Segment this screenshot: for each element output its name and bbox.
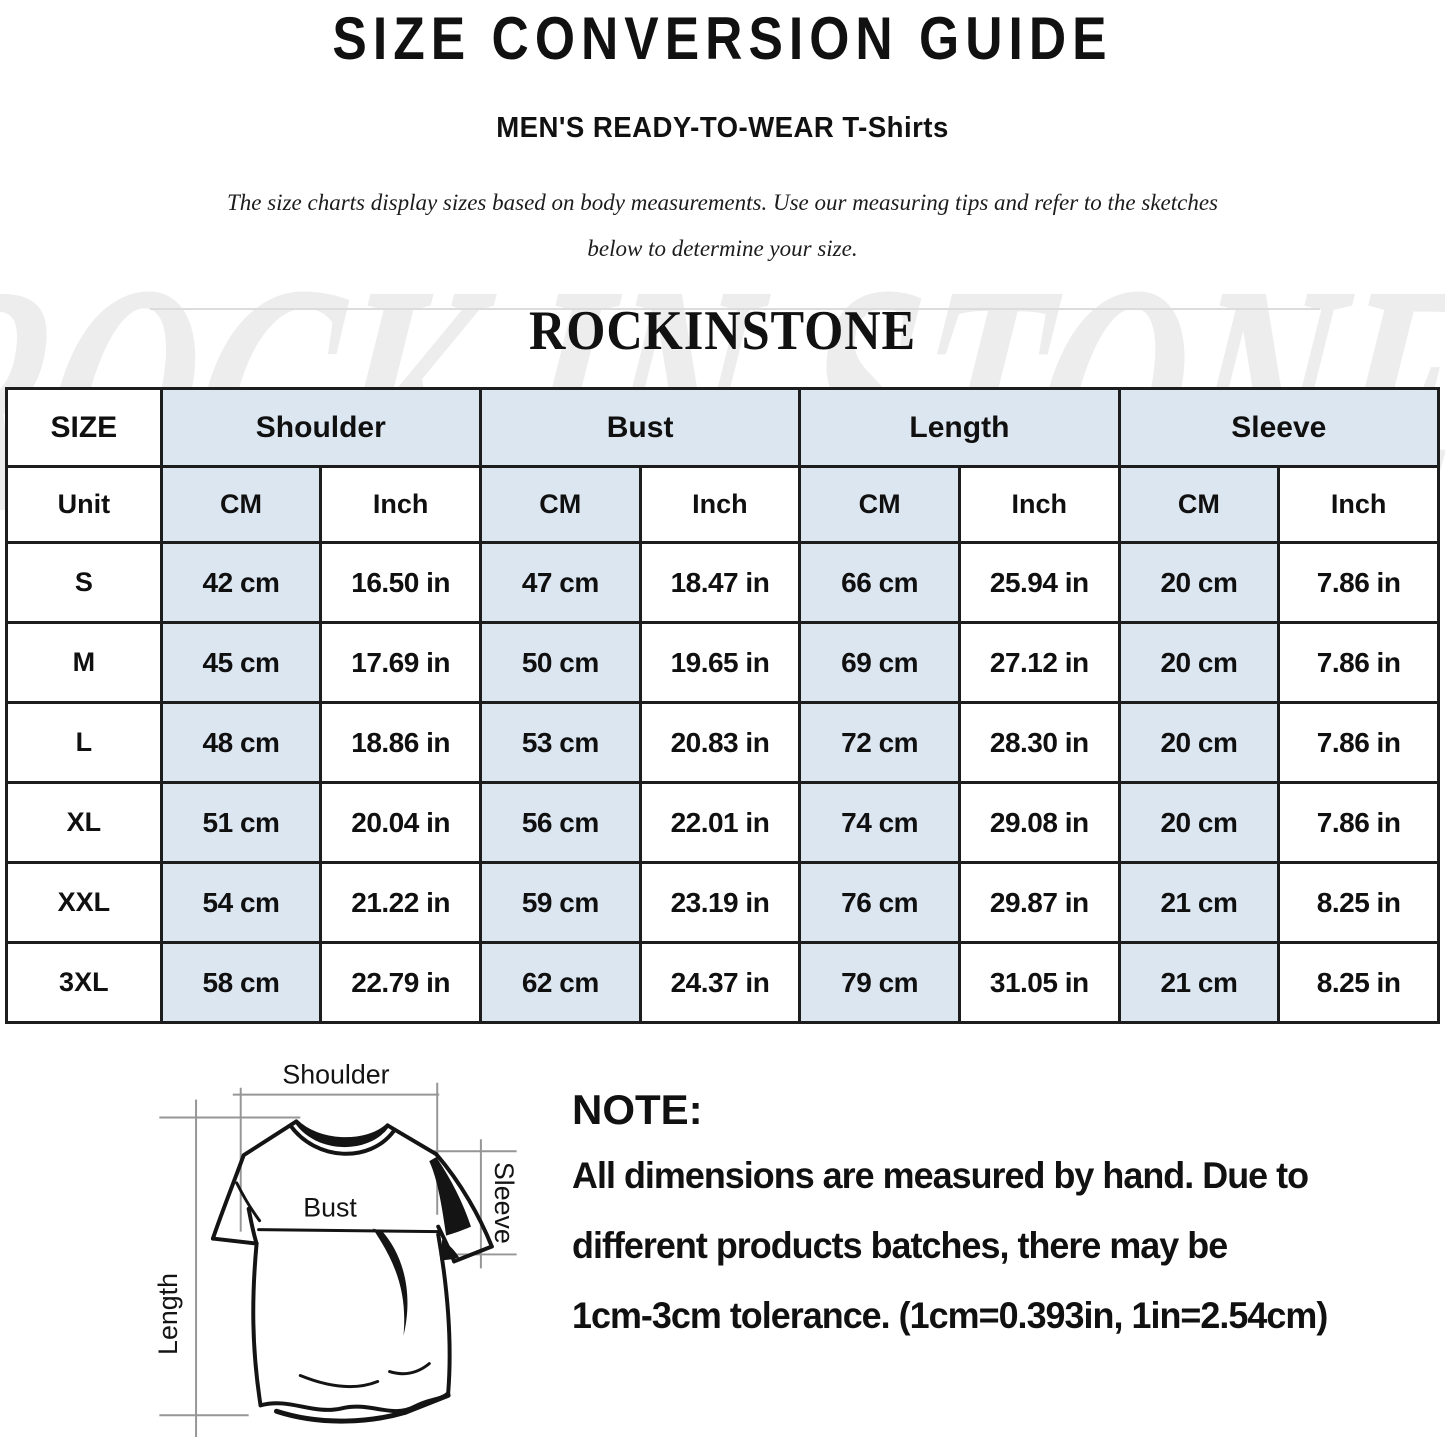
value-cell: 27.12 in (959, 623, 1119, 703)
value-cell: 21 cm (1119, 863, 1279, 943)
col-header-bust: Bust (480, 389, 799, 467)
unit-cell-cm: CM (480, 467, 640, 543)
unit-cell-inch: Inch (640, 467, 800, 543)
value-cell: 23.19 in (640, 863, 800, 943)
col-header-length: Length (800, 389, 1119, 467)
value-cell: 45 cm (161, 623, 321, 703)
col-header-sleeve: Sleeve (1119, 389, 1438, 467)
value-cell: 51 cm (161, 783, 321, 863)
note-heading: NOTE: (572, 1086, 703, 1133)
unit-cell-cm: CM (1119, 467, 1279, 543)
unit-cell-inch: Inch (959, 467, 1119, 543)
value-cell: 76 cm (800, 863, 960, 943)
diagram-shoulder-label: Shoulder (282, 1059, 390, 1090)
value-cell: 8.25 in (1279, 943, 1439, 1023)
value-cell: 62 cm (480, 943, 640, 1023)
table-row-s (7, 543, 1439, 623)
value-cell: 29.08 in (959, 783, 1119, 863)
value-cell: 22.79 in (321, 943, 481, 1023)
table-row-l (7, 703, 1439, 783)
value-cell: 20 cm (1119, 703, 1279, 783)
page-title: SIZE CONVERSION GUIDE (332, 5, 1113, 72)
value-cell: 24.37 in (640, 943, 800, 1023)
value-cell: 22.01 in (640, 783, 800, 863)
diagram-length-label: Length (153, 1273, 184, 1355)
value-cell: 20 cm (1119, 543, 1279, 623)
value-cell: 53 cm (480, 703, 640, 783)
value-cell: 47 cm (480, 543, 640, 623)
value-cell: 28.30 in (959, 703, 1119, 783)
table-row-m (7, 623, 1439, 703)
unit-cell-inch: Inch (321, 467, 481, 543)
value-cell: 59 cm (480, 863, 640, 943)
description-line-2: below to determine your size. (587, 236, 858, 261)
value-cell: 7.86 in (1279, 703, 1439, 783)
unit-cell-inch: Inch (1279, 467, 1439, 543)
col-header-size: SIZE (7, 389, 162, 467)
note-line-1: All dimensions are measured by hand. Due to (572, 1155, 1309, 1196)
unit-cell: Unit (7, 467, 162, 543)
note-line-3: 1cm-3cm tolerance. (1cm=0.393in, 1in=2.54cm) (572, 1295, 1328, 1336)
value-cell: 7.86 in (1279, 783, 1439, 863)
unit-cell-cm: CM (800, 467, 960, 543)
value-cell: 54 cm (161, 863, 321, 943)
value-cell: 56 cm (480, 783, 640, 863)
value-cell: 69 cm (800, 623, 960, 703)
value-cell: 7.86 in (1279, 623, 1439, 703)
value-cell: 8.25 in (1279, 863, 1439, 943)
note-line-2: different products batches, there may be (572, 1225, 1228, 1266)
value-cell: 20.83 in (640, 703, 800, 783)
value-cell: 42 cm (161, 543, 321, 623)
table-row-xxl (7, 863, 1439, 943)
value-cell: 20 cm (1119, 623, 1279, 703)
brand-name: ROCKINSTONE (528, 300, 917, 362)
value-cell: 21 cm (1119, 943, 1279, 1023)
value-cell: 18.86 in (321, 703, 481, 783)
value-cell: 18.47 in (640, 543, 800, 623)
tshirt-outline (213, 1121, 492, 1421)
value-cell: 31.05 in (959, 943, 1119, 1023)
unit-cell-cm: CM (161, 467, 321, 543)
size-cell: M (7, 623, 162, 703)
diagram-bust-label: Bust (303, 1192, 357, 1223)
value-cell: 29.87 in (959, 863, 1119, 943)
value-cell: 79 cm (800, 943, 960, 1023)
col-header-shoulder: Shoulder (161, 389, 480, 467)
table-row-xl (7, 783, 1439, 863)
value-cell: 17.69 in (321, 623, 481, 703)
value-cell: 66 cm (800, 543, 960, 623)
value-cell: 72 cm (800, 703, 960, 783)
value-cell: 7.86 in (1279, 543, 1439, 623)
table-unit-row (7, 467, 1439, 543)
size-table (5, 387, 1440, 1024)
description-line-1: The size charts display sizes based on body measurements. Use our measuring tips and refer to the sketches (226, 190, 1219, 215)
value-cell: 25.94 in (959, 543, 1119, 623)
size-cell: XXL (7, 863, 162, 943)
value-cell: 58 cm (161, 943, 321, 1023)
value-cell: 48 cm (161, 703, 321, 783)
size-cell: L (7, 703, 162, 783)
size-cell: 3XL (7, 943, 162, 1023)
value-cell: 19.65 in (640, 623, 800, 703)
value-cell: 74 cm (800, 783, 960, 863)
table-row-3xl (7, 943, 1439, 1023)
value-cell: 50 cm (480, 623, 640, 703)
value-cell: 21.22 in (321, 863, 481, 943)
table-header-row (7, 389, 1439, 467)
value-cell: 16.50 in (321, 543, 481, 623)
tshirt-shading (373, 1157, 471, 1336)
size-cell: XL (7, 783, 162, 863)
size-cell: S (7, 543, 162, 623)
value-cell: 20 cm (1119, 783, 1279, 863)
value-cell: 20.04 in (321, 783, 481, 863)
page-subtitle: MEN'S READY-TO-WEAR T-Shirts (496, 112, 949, 144)
tshirt-measurement-diagram (140, 1048, 530, 1445)
diagram-sleeve-label: Sleeve (488, 1161, 519, 1244)
